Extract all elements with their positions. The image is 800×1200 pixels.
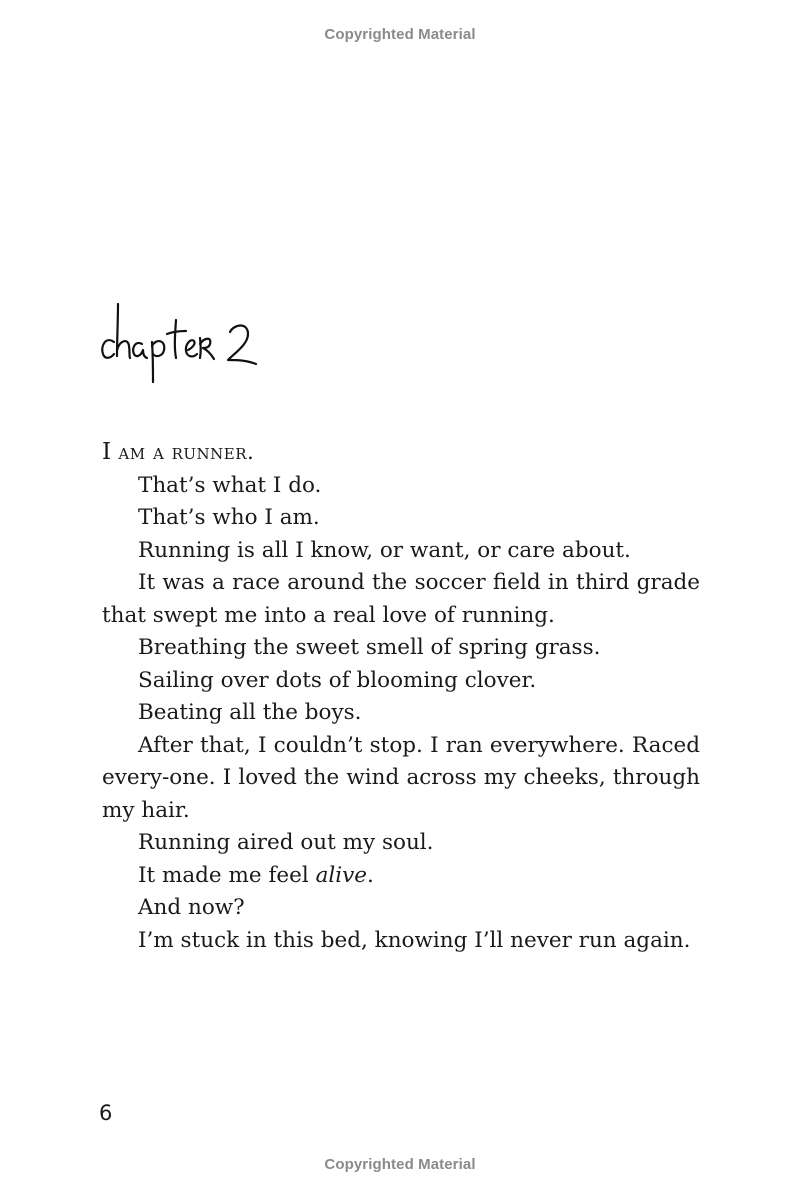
- chapter-heading-script: [96, 290, 276, 390]
- alive-emphasis: alive: [315, 862, 368, 888]
- page-number: 6: [99, 1101, 113, 1125]
- opening-line: [102, 436, 700, 470]
- paragraph: Beating all the boys.: [138, 700, 362, 725]
- paragraph: Running aired out my soul.: [138, 830, 434, 855]
- paragraph: That’s who I am.: [138, 505, 320, 530]
- paragraph: It was a race around the soccer field in third grade that swept me into a real love of running.: [102, 570, 700, 628]
- paragraph: That’s what I do.: [138, 472, 322, 498]
- paragraph: Running is all I know, or want, or care about.: [138, 537, 631, 563]
- copyright-notice-bottom: Copyrighted Material: [324, 1156, 476, 1173]
- alive-suffix: .: [367, 862, 374, 888]
- paragraph: After that, I couldn’t stop. I ran everywhere. Raced every-one. I loved the wind across my cheeks, through my hair.: [102, 732, 700, 823]
- alive-prefix: It made me feel: [138, 862, 316, 888]
- paragraph: Breathing the sweet smell of spring grass.: [138, 635, 601, 660]
- paragraph-alive: [102, 860, 700, 893]
- chapter-body: [102, 436, 700, 957]
- opening-line-rest: am a runner.: [111, 440, 255, 465]
- paragraph: I’m stuck in this bed, knowing I’ll never run again.: [138, 927, 691, 953]
- opening-first-letter: I: [102, 439, 112, 465]
- copyright-notice-top: Copyrighted Material: [324, 26, 476, 43]
- chapter-heading: [96, 290, 276, 390]
- paragraph: And now?: [138, 895, 245, 920]
- paragraph: Sailing over dots of blooming clover.: [138, 667, 537, 693]
